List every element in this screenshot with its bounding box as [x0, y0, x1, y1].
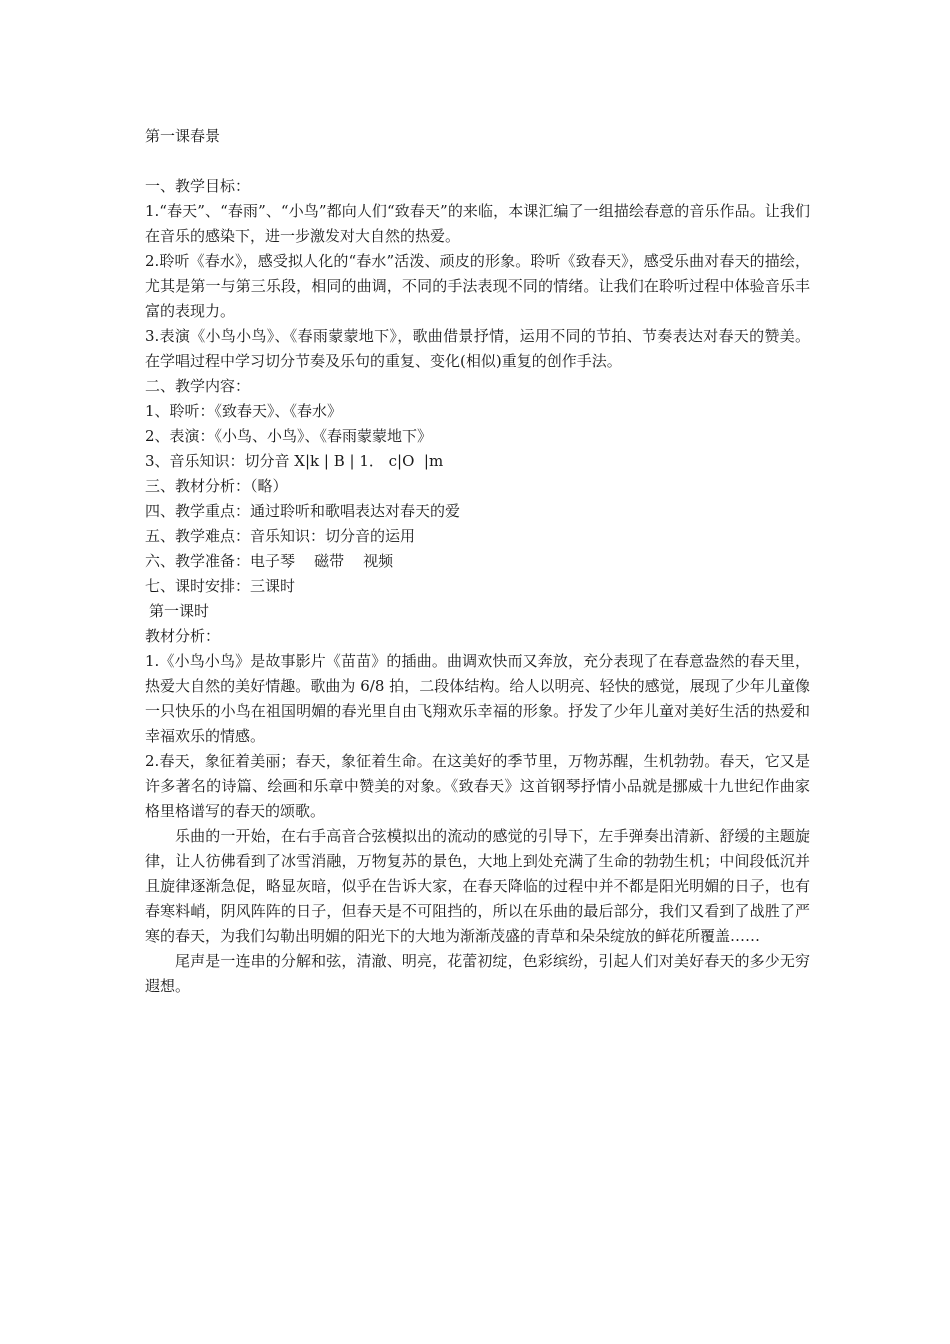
section-analysis: 三、教材分析：（略） [145, 477, 288, 495]
content-item-1: 1、聆听：《致春天》、《春水》 [145, 402, 343, 420]
analysis-paragraph-2: 2.春天，象征着美丽；春天，象征着生命。在这美好的季节里，万物苏醒，生机勃勃。春天，它又是许多著名的诗篇、绘画和乐章中赞美的对象。《致春天》这首钢琴抒情小品就是挪威十九世纪作曲家格里格谱写的春天的颂歌。 [145, 752, 810, 820]
content-heading: 二、教学内容： [145, 377, 251, 395]
analysis-paragraph-3: 乐曲的一开始，在右手高音合弦模拟出的流动的感觉的引导下，左手弹奏出清新、舒缓的主题旋律，让人彷佛看到了冰雪消融，万物复苏的景色，大地上到处充满了生命的勃勃生机；中间段低沉并且旋律逐渐急促，略显灰暗，似乎在告诉大家，在春天降临的过程中并不都是阳光明媚的日子，也有春寒料峭，阴风阵阵的日子，但春天是不可阻挡的，所以在乐曲的最后部分，我们又看到了战胜了严寒的春天，为我们勾勒出明媚的阳光下的大地为渐渐茂盛的青草和朵朵绽放的鲜花所覆盖…… [145, 827, 810, 945]
objective-item-1: 1.“春天”、“春雨”、“小鸟”都向人们“致春天”的来临，本课汇编了一组描绘春意的音乐作品。让我们在音乐的感染下，进一步激发对大自然的热爱。 [145, 202, 810, 245]
document-page [145, 124, 810, 999]
section-key-points: 四、教学重点：通过聆听和歌唱表达对春天的爱 [145, 502, 461, 520]
document-title: 第一课春景 [145, 127, 221, 145]
objective-item-2: 2.聆听《春水》，感受拟人化的“春水”活泼、顽皮的形象。聆听《致春天》，感受乐曲对春天的描绘，尤其是第一与第三乐段，相同的曲调，不同的手法表现不同的情绪。让我们在聆听过程中体验音乐丰富的表现力。 [145, 252, 810, 320]
analysis-heading: 教材分析： [145, 627, 221, 645]
objective-item-3: 3.表演《小鸟小鸟》、《春雨蒙蒙地下》，歌曲借景抒情，运用不同的节拍、节奏表达对春天的赞美。在学唱过程中学习切分节奏及乐句的重复、变化(相似)重复的创作手法。 [145, 327, 810, 370]
lesson-heading: 第一课时 [149, 602, 210, 620]
objectives-heading: 一、教学目标： [145, 177, 251, 195]
section-schedule: 七、课时安排：三课时 [145, 577, 296, 595]
analysis-paragraph-4: 尾声是一连串的分解和弦，清澈、明亮，花蕾初绽，色彩缤纷，引起人们对美好春天的多少无穷遐想。 [145, 952, 810, 995]
content-item-3: 3、音乐知识：切分音 X|k | B | 1． c|O |m [145, 452, 444, 470]
section-preparation: 六、教学准备：电子琴 磁带 视频 [145, 552, 394, 570]
analysis-paragraph-1: 1.《小鸟小鸟》是故事影片《苗苗》的插曲。曲调欢快而又奔放，充分表现了在春意盎然的春天里，热爱大自然的美好情趣。歌曲为 6/8 拍，二段体结构。给人以明亮、轻快的感觉，展现了少年儿童像一只快乐的小鸟在祖国明媚的春光里自由飞翔欢乐幸福的形象。抒发了少年儿童对美好生活的热爱和幸福欢乐的情感。 [145, 652, 810, 745]
section-difficulties: 五、教学难点：音乐知识：切分音的运用 [145, 527, 416, 545]
content-item-2: 2、表演：《小鸟、小鸟》、《春雨蒙蒙地下》 [145, 427, 433, 445]
